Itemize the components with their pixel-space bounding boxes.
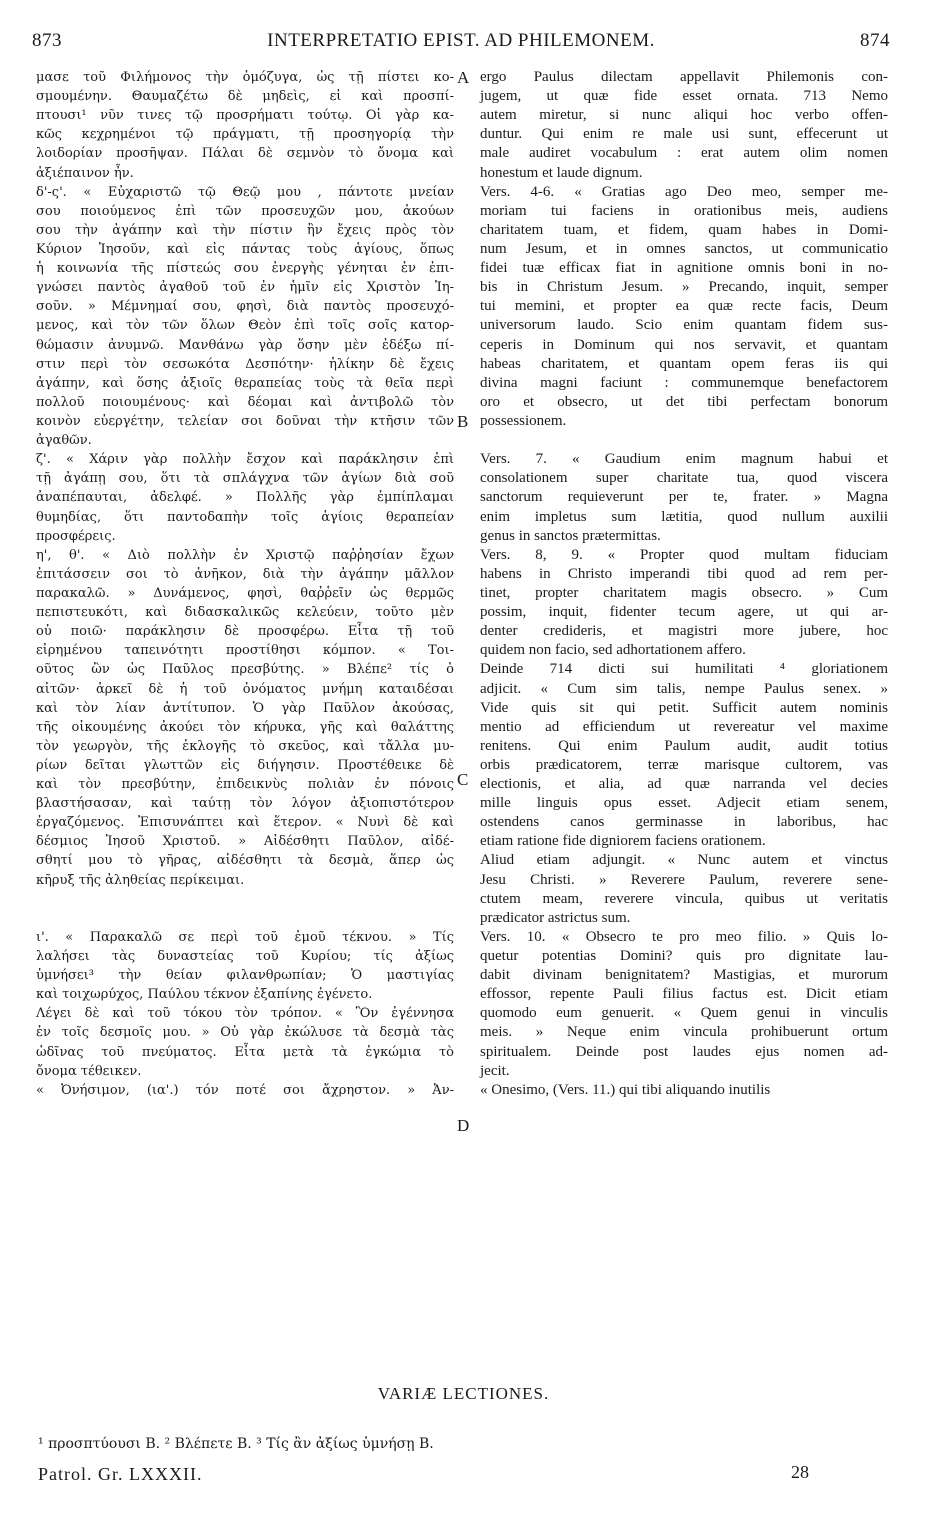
greek-text-line: ρίων δεῖται γλωττῶν εἰς διήγησιν. Προστέθεικε δὲ (36, 757, 454, 773)
greek-text-line: ἀναπέπαυται, ἀδελφέ. » Πολλῆς γὰρ ἐμπίπλαμαι (36, 490, 454, 506)
latin-text-line: electionis, et alia, ad quæ narranda vel decies (480, 776, 888, 793)
greek-text-line: τὸν γεωργὸν, τῆς ἐκλογῆς τὸ σκεῦος, καὶ τἄλλα μυ- (36, 738, 454, 754)
latin-text-line: honestum et laude dignum. (480, 164, 643, 181)
margin-marker-a: A (457, 68, 470, 87)
latin-text-line: universorum laudo. Scio enim quantam fidem sus- (480, 317, 888, 334)
greek-text-line: κῆρυξ τῆς ἀληθείας περίκειμαι. (36, 872, 245, 888)
latin-text-line: possessionem. (480, 412, 567, 429)
latin-text-line: prædicator astrictus sum. (480, 909, 631, 926)
latin-text-line: mentio ad efficiendum ut revereatur vel maxime (480, 718, 888, 735)
latin-text-line: charitatem tuam, et fidem, quam habes in Domi- (480, 221, 888, 238)
greek-text-line: προσφέρεις. (36, 528, 116, 544)
greek-text-line: παρακαλῶ. » Δυνάμενος, φησὶ, θαῤῥεῖν ὡς θερμῶς (36, 585, 454, 601)
greek-text-line: καὶ τοιχωρύχος, Παύλου τέκνον ἐξαπίνης ἐγένετο. (36, 987, 373, 1003)
margin-marker-b: B (457, 412, 469, 431)
latin-text-line: habeas charitatem, et quantam opem feras iis qui (480, 355, 888, 372)
greek-text-line: σοῦν. » Μέμνημαί σου, φησὶ, διὰ παντὸς προσευχό- (36, 299, 454, 315)
left-column-number: 873 (32, 30, 62, 51)
latin-text-line: moriam tui faciens in orationibus meis, audiens (480, 202, 888, 219)
greek-text-line: θυμηδίας, ὅτι παντοδαπὴν τοῖς ἁγίοις θεραπείαν (36, 509, 454, 525)
footnotes: ¹ προσπτύουσι B. ² Βλέπετε B. ³ Τίς ἂν ἀξίως ὑμνήσῃ B. (38, 1436, 434, 1452)
latin-text-line: quetur potentias Domini? quis pro dignitate lau- (480, 948, 888, 965)
latin-text-line: quidem non facio, sed adhortationem affero. (480, 642, 746, 659)
latin-text-line: orbis prædicatorem, terræ marisque cultorem, vas (480, 756, 888, 773)
greek-text-line: θώμασιν ἀνυμνῶ. Μανθάνω γὰρ ὅσην μὲν ἐδέξω πί- (36, 337, 454, 353)
latin-text-line: jecit. (480, 1062, 510, 1079)
latin-text-line: tinet, propter charitatem magis obsecro. » Cum (480, 584, 888, 601)
latin-text-line: autem miretur, si nunc aliqui hoc verbo offen- (480, 107, 888, 124)
greek-text-line: δ'-ς'. « Εὐχαριστῶ τῷ Θεῷ μου , πάντοτε μνείαν (36, 184, 454, 200)
latin-text-line: Vers. 7. « Gaudium enim magnum habui et (480, 451, 888, 468)
variae-lectiones-heading: VARIÆ LECTIONES. (377, 1384, 550, 1403)
greek-text-line: Κύριον Ἰησοῦν, καὶ εἰς πάντας τοὺς ἁγίους, ὅπως (36, 241, 454, 257)
latin-text-line: mille linguis opus esset. Adjecit etiam senem, (480, 795, 888, 812)
latin-text-line (480, 431, 888, 450)
sheet-number: 28 (791, 1462, 809, 1482)
greek-text-line: σμουμένην. Θαυμαζέτω δὲ μηδεὶς, εἰ καὶ προσπί- (36, 89, 454, 105)
latin-text-line: habens in Christo imperandi tibi quod ad rem per- (480, 565, 888, 582)
latin-text-line: ceperis in Dominum qui nos servavit, et quantam (480, 336, 888, 353)
latin-text-line: Deinde 714 dicti sui humilitati ⁴ gloriationem (480, 661, 888, 678)
latin-text-line: consolationem super charitate tua, quod viscera (480, 470, 888, 487)
greek-text-line (36, 890, 454, 909)
greek-text-line: ὠδῖνας τοῦ πνεύματος. Εἶτα μετὰ τὰ ἐγκώμια τὸ (36, 1044, 454, 1060)
latin-text-line: « Onesimo, (Vers. 11.) qui tibi aliquando inutilis (480, 1081, 771, 1098)
greek-text-line: ἐν τοῖς δεσμοῖς μου. » Οὐ γὰρ ἐκώλυσε τὰ δεσμὰ τὰς (36, 1025, 454, 1041)
running-header (32, 30, 890, 56)
latin-text-line: Vers. 10. « Obsecro te pro meo filio. » Quis lo- (480, 928, 888, 945)
greek-text-line: « Ὀνήσιμον, (ια'.) τόν ποτέ σοι ἄχρηστον. » Ἀν- (36, 1082, 454, 1098)
greek-text-line: ὄνομα τέθεικεν. (36, 1063, 142, 1079)
greek-column (36, 68, 454, 1100)
latin-text-line: denter credideris, et magistri more jubere, hoc (480, 623, 888, 640)
greek-text-line: μενος, καὶ τὸν τῶν ὅλων Θεὸν ἐπὶ τοῖς σοῖς κατορ- (36, 318, 454, 334)
greek-text-line: ἀξιέπαινον ἦν. (36, 165, 134, 181)
latin-text-line: renitens. Qui enim Paulum audit, audit totius (480, 737, 888, 754)
latin-text-line: Aliud etiam adjungit. « Nunc autem et vinctus (480, 852, 888, 869)
greek-text-line: καὶ τὸν πρεσβύτην, ἐπιδεικνὺς πολιὰν ἐν πόνοις (36, 777, 454, 793)
latin-text-line: male audiret vocabulum : erat autem olim nomen (480, 145, 888, 162)
latin-text-line: oro et obsecro, ut det tibi perfectam bonorum (480, 393, 888, 410)
greek-text-line: οῦτος ὢν ὡς Παῦλος πρεσβύτης. » Βλέπε² τίς ὁ (36, 662, 454, 678)
latin-text-line: adjicit. « Cum sim talis, nempe Paulus senex. » (480, 680, 888, 697)
greek-text-line: ἡ κοινωνία τῆς πίστεώς σου ἐνεργὴς γένηται ἐν ἐπι- (36, 261, 454, 277)
greek-text-line: κῶς κεχρημένοι τῷ πράγματι, τῇ προσηγορίᾳ τὴν (36, 127, 454, 143)
greek-text-line: ζ'. « Χάριν γὰρ πολλὴν ἔσχον καὶ παράκλησιν ἐπὶ (36, 452, 454, 468)
latin-text-line: ergo Paulus dilectam appellavit Philemonis con- (480, 69, 888, 85)
latin-text-line: duntur. Qui enim re male usi sunt, effecerunt ut (480, 126, 888, 143)
latin-text-line: ctutem meam, reverere vincula, quibus ut veritatis (480, 890, 888, 907)
greek-text-line: λαλήσει τὰς δυναστείας τοῦ Κυρίου; τίς ἀξίως (36, 949, 454, 965)
greek-text-line: καὶ τὸν λίαν ἀντίτυπον. Ὁ γὰρ Παῦλον ἀκούσας, (36, 700, 454, 716)
latin-text-line: jugem, ut quæ fide esset ornata. 713 Nemo (480, 88, 888, 105)
greek-text-line: πεπιστευκότι, καὶ διδασκαλικῶς κελεύειν, τοῦτο μὲν (36, 605, 454, 621)
greek-text-line (36, 909, 454, 928)
latin-text-line: meis. » Neque enim vincula prohibuerunt ortum (480, 1024, 888, 1041)
greek-text-line: γνώσει παντὸς ἀγαθοῦ τοῦ ἐν ἡμῖν εἰς Χριστὸν Ἰη- (36, 280, 454, 296)
latin-text-line: Vers. 4-6. « Gratias ago Deo meo, semper me- (480, 183, 888, 200)
greek-text-line: κοινὸν εὐεργέτην, τελείαν σοι δοῦναι τὴν κτῆσιν τῶν (36, 413, 454, 429)
greek-text-line: σου τὴν ἀγάπην καὶ τὴν πίστιν ἣν ἔχεις πρὸς τὸν (36, 222, 454, 238)
latin-text-line: ostendens canos germinasse in laboribus, hac (480, 814, 888, 831)
right-column-number: 874 (860, 30, 890, 51)
greek-text-line: πολλοῦ ποιουμένους· καὶ δέομαι καὶ ἀντιβολῶ τὸν (36, 394, 454, 410)
greek-text-line: ὑμνήσει³ τὴν θείαν φιλανθρωπίαν; Ὁ μαστιγίας (36, 968, 454, 984)
greek-text-line: η', θ'. « Διὸ πολλὴν ἐν Χριστῷ παῤῥησίαν ἔχων (36, 547, 454, 563)
running-title: INTERPRETATIO EPIST. AD PHILEMONEM. (267, 30, 655, 51)
greek-text-line: ἀγαθῶν. (36, 433, 92, 449)
greek-text-line: πτουσι¹ νῦν τινες τῷ προσρήματι τούτῳ. Οἱ γὰρ κα- (36, 108, 454, 124)
latin-text-line: Vers. 8, 9. « Propter quod multam fiduciam (480, 546, 888, 563)
greek-text-line: βλαστήσασαν, καὶ ταύτῃ τὸν λόγον ἀξιοπιστότερον (36, 796, 454, 812)
greek-text-line: δέσμιος Ἰησοῦ Χριστοῦ. » Αἰδέσθητι Παῦλον, αἰδέ- (36, 834, 454, 850)
greek-text-line: οὐ ποιῶ· παράκλησιν δὲ προσφέρω. Εἶτα τῇ τοῦ (36, 624, 454, 640)
greek-text-line: σθητί μου τὸ γῆρας, αἰδέσθητι τὰ δεσμὰ, ἅπερ ὡς (36, 853, 454, 869)
latin-text-line: Jesu Christi. » Reverere Paulum, reverere sene- (480, 871, 888, 888)
latin-text-line: dabit divinam benignitatem? Mastigias, et murorum (480, 967, 888, 984)
greek-text-line: τῇ ἀγάπῃ σου, ὅτι τὰ σπλάγχνα τῶν ἁγίων διὰ σοῦ (36, 471, 454, 487)
latin-text-line: effossor, repente Pauli filius factus est. Dicit etiam (480, 986, 888, 1003)
latin-text-line: bis in Christum Jesum. » Precando, inquit, semper (480, 279, 888, 296)
latin-column (480, 68, 888, 1100)
greek-text-line: τῆς οἰκουμένης ἀκούει τὸν κήρυκα, γῆς καὶ θαλάττης (36, 719, 454, 735)
series-signature: Patrol. Gr. LXXXII. (38, 1464, 203, 1484)
latin-text-line: quomodo eum genuerit. « Quem genui in vinculis (480, 1005, 888, 1022)
latin-text-line: sanctorum requieverunt per te, frater. » Magna (480, 489, 888, 506)
latin-text-line: genus in sanctos prætermittas. (480, 527, 661, 544)
latin-text-line: etiam ratione fide digniorem faciens orationem. (480, 833, 766, 850)
latin-text-line: enim impletus sum lætitia, quod nullum auxilii (480, 508, 888, 525)
greek-text-line: ἐργαζόμενος. Ἐπισυνάπτει καὶ ἕτερον. « Νυνὶ δὲ καὶ (36, 815, 454, 831)
greek-text-line: Λέγει δὲ καὶ τοῦ τόκου τὸν τρόπον. « Ὃν ἐγέννησα (36, 1006, 454, 1022)
latin-text-line: divina magni faciunt : communemque benefactorem (480, 374, 888, 391)
greek-text-line: λοιδορίαν προσῆψαν. Πάλαι δὲ σεμνὸν τὸ ὄνομα καὶ (36, 146, 454, 162)
greek-text-line: μασε τοῦ Φιλήμονος τὴν ὁμόζυγα, ὡς τῇ πίστει κο- (36, 70, 454, 85)
margin-marker-d: D (457, 1116, 470, 1135)
greek-text-line: αἰτῶν· ἀρκεῖ δὲ ἡ τοῦ ὀνόματος μνήμη καταιδέσαι (36, 681, 454, 697)
margin-marker-c: C (457, 770, 469, 789)
greek-text-line: ι'. « Παρακαλῶ σε περὶ τοῦ ἐμοῦ τέκνου. » Τίς (36, 929, 454, 945)
greek-text-line: εἰρημένου ταπεινότητι προστίθησι κόμπον. « Τοι- (36, 643, 454, 659)
greek-text-line: ἀγάπην, καὶ ὅσης ἀξιοῖς θεραπείας τοὺς τὰ θεῖα περὶ (36, 375, 454, 391)
latin-text-line: possim, inquit, fidenter tecum agere, ut qui ar- (480, 604, 888, 621)
latin-text-line: Vide quis sit qui petit. Sufficit autem nominis (480, 699, 888, 716)
greek-text-line: στιν περὶ τὸν σεσωκότα Δεσπότην· ἡλίκην δὲ ἔχεις (36, 356, 454, 372)
latin-text-line: spiritualem. Deinde post laudes ejus nomen ad- (480, 1043, 888, 1060)
latin-text-line: fidei tuæ efficax fiat in agnitione omnis boni in no- (480, 260, 888, 277)
latin-text-line: tui memini, et propter ea quæ recte facis, Deum (480, 298, 888, 315)
greek-text-line: σου ποιούμενος ἐπὶ τῶν προσευχῶν μου, ἀκούων (36, 203, 454, 219)
greek-text-line: ἐπιτάσσειν σοι τὸ ἀνῆκον, διὰ τὴν ἀγάπην μᾶλλον (36, 566, 454, 582)
latin-text-line: num Jesum, et in omnes sanctos, ut communicatio (480, 240, 888, 257)
